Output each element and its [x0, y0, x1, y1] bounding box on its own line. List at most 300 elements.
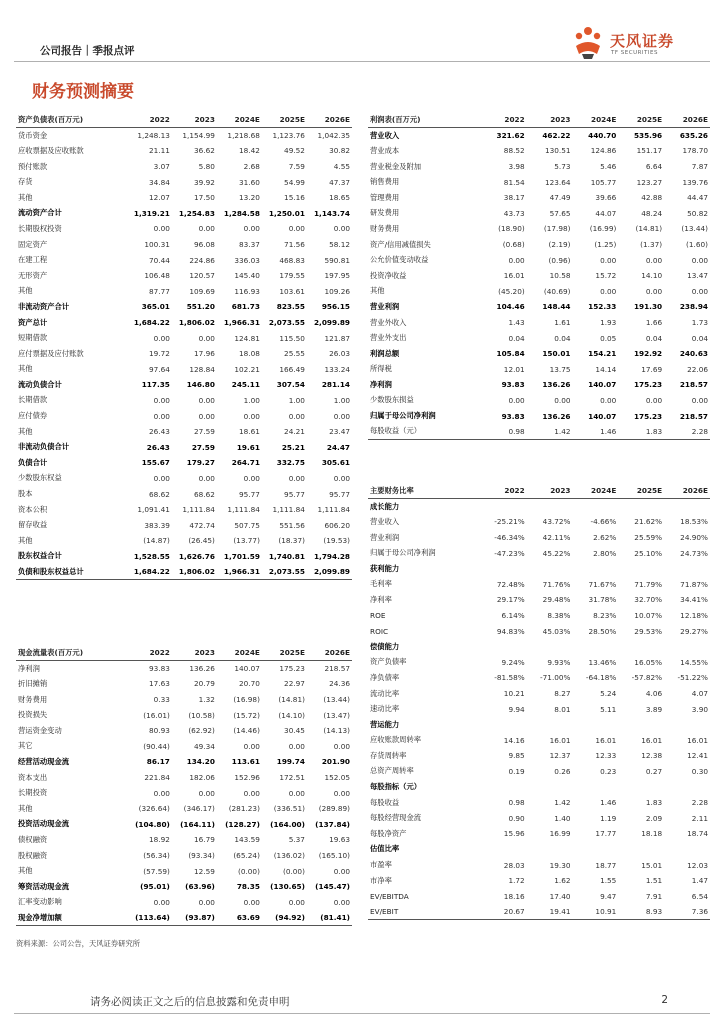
cell-value: 0.00	[508, 255, 525, 265]
row-label: 负债合计	[18, 457, 48, 467]
cell-value: 27.59	[194, 427, 215, 437]
table-row	[16, 661, 352, 677]
cell-value: (14.81)	[635, 224, 663, 234]
cell-value: 8.01	[554, 704, 571, 714]
table-row	[368, 670, 710, 686]
cell-value: (14.46)	[233, 726, 260, 736]
cell-value: 28.03	[503, 860, 525, 870]
table-row	[368, 577, 710, 593]
cell-value: 124.81	[234, 333, 260, 343]
row-label: ROE	[370, 611, 386, 621]
table-row	[368, 639, 710, 655]
row-label: 投资净收益	[370, 270, 407, 280]
table-row	[368, 346, 710, 362]
table-row	[368, 424, 710, 440]
cell-value: 1,254.83	[178, 208, 215, 218]
row-label: 经营活动现金流	[18, 756, 70, 766]
cell-value: 0.00	[288, 224, 305, 234]
table-row	[368, 764, 710, 780]
cell-value: 16.01	[595, 735, 617, 745]
cell-value: 19.72	[149, 349, 170, 359]
cell-value: 10.21	[503, 689, 525, 699]
table-row	[16, 346, 352, 362]
cell-value: 72.48%	[496, 579, 525, 589]
cell-value: 16.05%	[634, 657, 663, 667]
row-label: 预付账款	[18, 161, 48, 171]
cell-value: 191.30	[633, 302, 663, 312]
row-label: 资产负债率	[370, 657, 407, 667]
cell-value: 3.90	[691, 704, 708, 714]
table-row	[16, 692, 352, 708]
cell-value: (62.92)	[188, 726, 215, 736]
cell-value: 24.47	[326, 442, 350, 452]
table-row	[368, 284, 710, 300]
cell-value: 16.01	[549, 735, 571, 745]
cell-value: 0.00	[153, 897, 170, 907]
cell-value: 103.61	[279, 286, 305, 296]
cell-value: 26.03	[329, 349, 350, 359]
cell-value: 606.20	[324, 520, 350, 530]
cell-value: 0.00	[288, 788, 305, 798]
cell-value: 6.14%	[501, 611, 525, 621]
cell-value: 1.73	[691, 318, 708, 328]
cell-value: (18.90)	[498, 224, 525, 234]
cell-value: 105.84	[496, 349, 525, 359]
cell-value: 93.83	[501, 380, 525, 390]
cell-value: 7.36	[664, 904, 710, 920]
row-label: 非流动资产合计	[18, 301, 70, 311]
row-label: 应付票据及应付账款	[18, 348, 84, 358]
table-row	[368, 408, 710, 424]
cell-value: 305.61	[321, 458, 350, 468]
cell-value: 440.70	[588, 131, 617, 141]
cell-value: (13.44)	[323, 695, 350, 705]
cell-value: 87.77	[149, 286, 170, 296]
cell-value: 5.24	[600, 689, 617, 699]
cell-value: 78.35	[236, 882, 260, 892]
column-header: 2024E	[217, 112, 262, 128]
table-row	[368, 221, 710, 237]
table-row	[368, 873, 710, 889]
header-divider	[14, 61, 710, 62]
row-label: 投资活动现金流	[18, 819, 70, 829]
table-row	[368, 655, 710, 671]
cell-value: 100.31	[144, 240, 170, 250]
cell-value: (0.00)	[282, 866, 305, 876]
table-row	[368, 842, 710, 858]
cell-value: 17.63	[149, 679, 170, 689]
cell-value: 136.26	[189, 664, 215, 674]
cell-value: 121.87	[324, 333, 350, 343]
row-label: 流动资产合计	[18, 208, 62, 218]
page-number: 2	[661, 994, 668, 1006]
report-type-label: 公司报告｜季报点评	[40, 45, 135, 57]
table-row	[368, 252, 710, 268]
cell-value: 94.83%	[496, 626, 525, 636]
cell-value	[527, 499, 573, 515]
cell-value: 19.30	[549, 860, 571, 870]
row-label: 资本支出	[18, 772, 48, 782]
cell-value: 25.59%	[634, 533, 663, 543]
cell-value: 0.00	[691, 395, 708, 405]
cell-value: 10.07%	[634, 611, 663, 621]
cell-value: (65.24)	[233, 851, 260, 861]
cell-value: 95.77	[239, 489, 260, 499]
financial-ratios-table	[368, 483, 710, 920]
cell-value: 0.00	[153, 411, 170, 421]
cell-value: (26.45)	[188, 536, 215, 546]
row-label: 营运资金变动	[18, 725, 62, 735]
cell-value: 5.37	[288, 835, 305, 845]
cell-value: 95.77	[284, 489, 305, 499]
table-row	[16, 801, 352, 817]
table-row	[16, 237, 352, 253]
cell-value: 0.00	[198, 333, 215, 343]
cell-value: 0.00	[508, 395, 525, 405]
cell-value: 590.81	[324, 255, 350, 265]
cell-value: 71.56	[284, 240, 305, 250]
row-label: 每股经营现金流	[370, 813, 422, 823]
cell-value: (2.19)	[548, 240, 571, 250]
cell-value: 17.40	[549, 891, 571, 901]
table-row	[16, 785, 352, 801]
cell-value: 57.65	[549, 208, 571, 218]
cell-value	[664, 639, 710, 655]
cell-value: (0.96)	[548, 255, 571, 265]
cell-value: (13.47)	[323, 710, 350, 720]
cell-value: 1.40	[554, 813, 571, 823]
cell-value: (18.37)	[278, 536, 305, 546]
row-label: 营业收入	[370, 130, 400, 140]
row-label: 营业收入	[370, 516, 400, 526]
cell-value: 9.24%	[501, 657, 525, 667]
cell-value: 0.00	[153, 224, 170, 234]
cell-value: 2.11	[691, 813, 708, 823]
cell-value: 1,806.02	[172, 564, 217, 580]
row-label: 在建工程	[18, 255, 48, 265]
cell-value: 16.79	[194, 835, 215, 845]
table-row	[16, 517, 352, 533]
cell-value: 133.24	[324, 364, 350, 374]
cell-value: 12.33	[595, 751, 617, 761]
row-label: 财务费用	[18, 694, 48, 704]
cell-value: 18.42	[239, 146, 260, 156]
table-row	[16, 832, 352, 848]
cell-value: (14.81)	[278, 695, 305, 705]
cell-value: (0.68)	[502, 240, 525, 250]
cell-value: 134.20	[186, 757, 215, 767]
cell-value: 93.83	[501, 411, 525, 421]
cell-value: 80.93	[149, 726, 170, 736]
cell-value: 71.87%	[680, 579, 708, 589]
cell-value: (1.37)	[640, 240, 663, 250]
column-header: 2024E	[573, 112, 619, 128]
cell-value: (16.99)	[589, 224, 617, 234]
row-label: 流动比率	[370, 688, 400, 698]
row-label: 净利润	[18, 663, 40, 673]
cell-value: (164.11)	[180, 819, 215, 829]
cell-value: 0.00	[288, 411, 305, 421]
row-label: 资本公积	[18, 504, 48, 514]
table-title: 资产负债表(百万元)	[16, 112, 127, 128]
cell-value: 152.33	[588, 302, 617, 312]
table-row	[368, 857, 710, 873]
row-label: 存货	[18, 177, 33, 187]
cell-value: 151.17	[636, 146, 663, 156]
cell-value: 5.80	[198, 162, 215, 172]
row-label: 股东权益合计	[18, 551, 62, 561]
cell-value: 1,250.01	[268, 208, 305, 218]
cell-value: 21.62%	[634, 517, 663, 527]
cell-value: 1,966.31	[217, 564, 262, 580]
row-label: 资产/信用减值损失	[370, 239, 431, 249]
cell-value: 1.55	[600, 876, 617, 886]
cell-value: -64.18%	[585, 673, 617, 683]
cell-value: 150.01	[542, 349, 571, 359]
cell-value	[664, 717, 710, 733]
cell-value: 0.00	[600, 286, 617, 296]
cell-value: (17.98)	[543, 224, 571, 234]
cell-value: 136.26	[542, 411, 571, 421]
row-label: 固定资产	[18, 239, 48, 249]
cell-value: 1,794.28	[313, 551, 350, 561]
row-label: 无形资产	[18, 270, 48, 280]
cell-value: 1,319.21	[133, 208, 170, 218]
cell-value: 1.42	[527, 424, 573, 440]
cell-value: 12.41	[687, 751, 708, 761]
cell-value: 0.00	[333, 224, 350, 234]
cell-value: 635.26	[679, 131, 708, 141]
cell-value: 140.07	[588, 411, 617, 421]
column-header: 2026E	[664, 483, 710, 499]
table-row	[16, 330, 352, 346]
cell-value: (14.87)	[143, 536, 170, 546]
cell-value: 30.45	[284, 726, 305, 736]
cell-value: 0.00	[153, 395, 170, 405]
table-row	[368, 592, 710, 608]
cell-value: 49.34	[194, 741, 215, 751]
table-row	[16, 895, 352, 911]
cell-value: 507.75	[234, 520, 260, 530]
row-label: 所得税	[370, 364, 392, 374]
cell-value	[527, 779, 573, 795]
cell-value: 109.26	[324, 286, 350, 296]
cell-value: 1.93	[600, 318, 617, 328]
table-row	[16, 377, 352, 393]
cell-value: 12.37	[549, 751, 571, 761]
cell-value: 68.62	[149, 489, 170, 499]
cell-value: 1,684.22	[133, 318, 170, 328]
cell-value: 1.83	[618, 424, 664, 440]
cell-value: 224.86	[189, 255, 215, 265]
cell-value: 472.74	[189, 520, 215, 530]
row-label: 其他	[18, 535, 33, 545]
row-label: 归属于母公司净利润	[370, 411, 436, 421]
cell-value: 218.57	[679, 411, 708, 421]
column-header: 2025E	[262, 112, 307, 128]
cell-value: 2.80%	[593, 548, 617, 558]
cell-value: 0.04	[554, 333, 571, 343]
table-row	[368, 826, 710, 842]
logo-subtext: TF SECURITIES	[611, 50, 658, 56]
column-header: 2023	[172, 645, 217, 661]
cell-value: 0.00	[198, 897, 215, 907]
table-row	[368, 315, 710, 331]
row-label: 折旧摊销	[18, 678, 48, 688]
cell-value: 2.09	[645, 813, 663, 823]
cell-value: 307.54	[276, 380, 305, 390]
row-label: 少数股东权益	[18, 473, 62, 483]
cell-value: 2.62%	[593, 533, 617, 543]
table-row	[16, 770, 352, 786]
table-row	[16, 143, 352, 159]
table-row	[368, 143, 710, 159]
cell-value: 12.03	[687, 860, 708, 870]
cell-value: 18.74	[687, 829, 708, 839]
cell-value: 16.01	[687, 735, 708, 745]
cell-value: 83.37	[239, 240, 260, 250]
cell-value: 18.16	[503, 891, 525, 901]
cell-value: (10.58)	[188, 710, 215, 720]
cell-value: (90.44)	[143, 741, 170, 751]
cell-value: 113.61	[231, 757, 260, 767]
cell-value: 1,111.84	[272, 505, 305, 515]
cell-value: 24.21	[284, 427, 305, 437]
cell-value: 19.63	[329, 835, 350, 845]
row-label: 营业外收入	[370, 317, 407, 327]
cell-value: 13.20	[239, 193, 260, 203]
cell-value: 47.49	[549, 193, 571, 203]
cell-value: 12.07	[149, 193, 170, 203]
column-header: 2025E	[262, 645, 307, 661]
cell-value: (13.44)	[681, 224, 708, 234]
cell-value: 0.00	[333, 866, 350, 876]
row-label: 其他	[18, 192, 33, 202]
cell-value: 201.90	[321, 757, 350, 767]
table-row	[368, 748, 710, 764]
row-label: 速动比率	[370, 704, 400, 714]
table-row	[368, 888, 710, 904]
cell-value: 71.79%	[634, 579, 663, 589]
column-header: 2026E	[664, 112, 710, 128]
cell-value: 14.55%	[680, 657, 708, 667]
cell-value: -4.66%	[590, 517, 617, 527]
cell-value: 117.35	[141, 380, 170, 390]
cash-flow-table	[16, 645, 352, 926]
cell-value: (93.87)	[172, 910, 217, 926]
cell-value	[664, 561, 710, 577]
cell-value: 15.72	[595, 271, 617, 281]
cell-value: 4.55	[333, 162, 350, 172]
cell-value: 25.21	[281, 442, 305, 452]
cell-value: 7.59	[288, 162, 305, 172]
cell-value: (94.92)	[262, 910, 307, 926]
cell-value: 23.47	[329, 427, 350, 437]
table-row	[368, 393, 710, 409]
row-label: 营业外支出	[370, 333, 407, 343]
cell-value: 15.16	[284, 193, 305, 203]
cell-value: 1.61	[554, 318, 571, 328]
cell-value: 178.70	[682, 146, 708, 156]
table-header-row	[368, 483, 710, 499]
cell-value: 42.11%	[542, 533, 571, 543]
cell-value: (13.77)	[233, 536, 260, 546]
cell-value: 18.61	[239, 427, 260, 437]
cell-value: (19.53)	[323, 536, 350, 546]
cell-value: 81.54	[503, 177, 525, 187]
table-row	[16, 408, 352, 424]
cell-value	[664, 842, 710, 858]
cell-value: 1,143.74	[313, 208, 350, 218]
cell-value: (56.34)	[143, 851, 170, 861]
cell-value: 551.20	[186, 302, 215, 312]
cell-value	[664, 779, 710, 795]
column-header: 2024E	[573, 483, 619, 499]
cell-value: 97.64	[149, 364, 170, 374]
cell-value: 179.55	[279, 271, 305, 281]
cell-value: 1.66	[645, 318, 663, 328]
cell-value: (1.25)	[594, 240, 617, 250]
row-label: 少数股东损益	[370, 395, 414, 405]
cell-value: 15.01	[641, 860, 663, 870]
cell-value: 1,111.84	[227, 505, 260, 515]
cell-value: 155.67	[141, 458, 170, 468]
cell-value: (104.80)	[135, 819, 170, 829]
cell-value: 2,099.89	[313, 318, 350, 328]
table-row	[16, 174, 352, 190]
table-row	[16, 252, 352, 268]
cell-value: 956.15	[321, 302, 350, 312]
page-title: 财务预测摘要	[32, 82, 134, 102]
row-label: 货币资金	[18, 130, 48, 140]
cell-value	[618, 842, 664, 858]
cell-value: (95.01)	[140, 882, 170, 892]
cell-value: 1.46	[600, 798, 617, 808]
row-label: 长期投资	[18, 788, 48, 798]
cell-value: 123.27	[636, 177, 663, 187]
cell-value: 24.36	[329, 679, 350, 689]
cell-value: 1.19	[600, 813, 617, 823]
cell-value: 58.12	[329, 240, 350, 250]
cell-value: 49.52	[284, 146, 305, 156]
table-row	[368, 545, 710, 561]
table-row	[16, 564, 352, 580]
cell-value: 175.23	[633, 411, 663, 421]
income-statement-table	[368, 112, 710, 440]
row-label: 营业税金及附加	[370, 161, 422, 171]
cell-value: 29.53%	[634, 626, 663, 636]
table-row	[368, 330, 710, 346]
row-label: 成长能力	[370, 501, 400, 511]
cell-value: 218.57	[324, 664, 350, 674]
cell-value: 18.18	[641, 829, 663, 839]
cell-value	[527, 639, 573, 655]
table-row	[16, 128, 352, 144]
cell-value: 1,218.68	[227, 131, 260, 141]
cell-value: 9.93%	[547, 657, 571, 667]
row-label: 其他	[370, 286, 385, 296]
table-row	[368, 561, 710, 577]
table-row	[16, 549, 352, 565]
cell-value: 16.01	[503, 271, 525, 281]
cell-value: 0.23	[600, 766, 617, 776]
cell-value: 71.76%	[542, 579, 571, 589]
table-row	[368, 686, 710, 702]
cell-value: 681.73	[231, 302, 260, 312]
cell-value: 0.98	[481, 424, 527, 440]
cell-value: (136.02)	[273, 851, 305, 861]
cell-value: (165.10)	[318, 851, 350, 861]
